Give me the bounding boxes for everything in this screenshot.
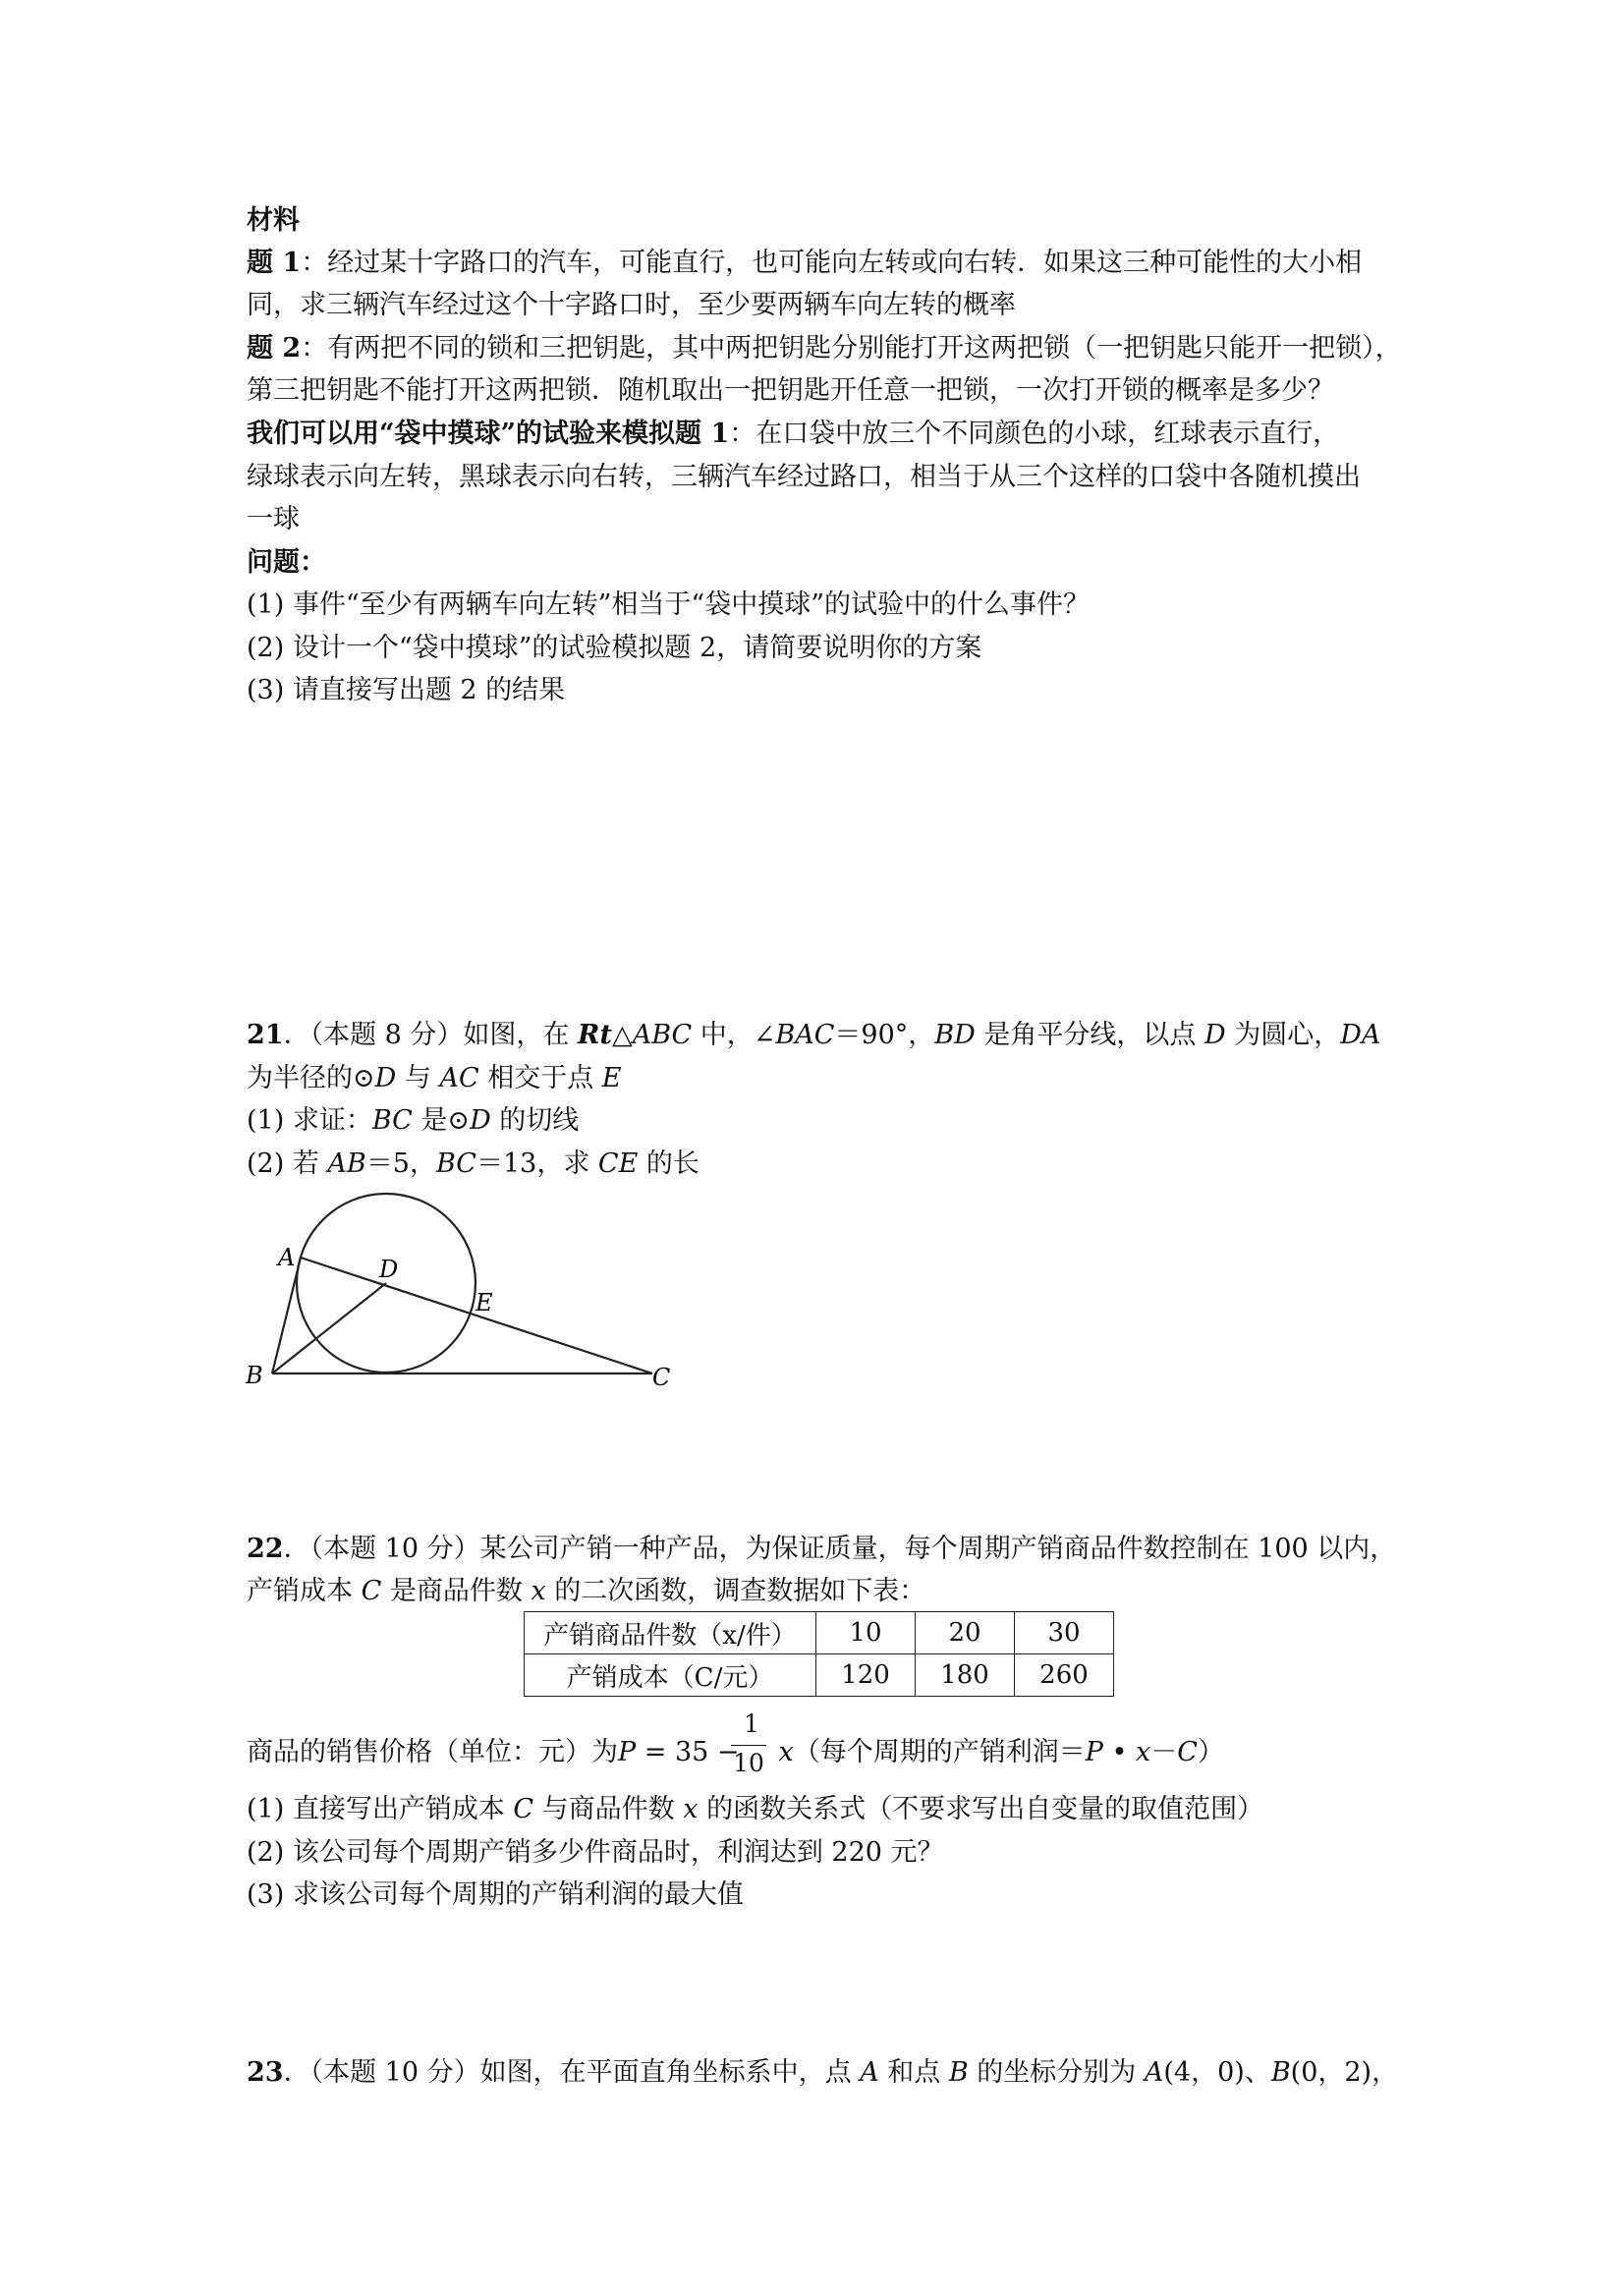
problem21-sub2 [247,1145,700,1184]
problem21-text: 相交于点 [478,1063,602,1093]
price-text: 商品的销售价格（单位：元）为 [247,1737,618,1767]
problem21-sub1 [247,1101,579,1141]
problem21-triangle: △ABC [611,1020,693,1050]
problem23-b: B [1270,2057,1291,2088]
problem21-text: ＝5， [365,1148,436,1179]
segment-ab [272,1258,301,1373]
problem21-d: D [470,1105,491,1136]
problem1-label: 题 1 [247,248,302,278]
problem22-text: 的函数关系式（不要求写出自变量的取值范围） [698,1794,1264,1824]
problem22-line2 [247,1572,925,1611]
problem21-ac: AC [439,1063,479,1093]
problem21-line1 [247,1016,1380,1055]
fraction-denominator: 10 [733,1749,764,1777]
label-a: A [278,1244,296,1271]
problem21-text: 是角平分线，以点 [975,1020,1204,1050]
problem21-rt: Rt [578,1020,612,1050]
problem21-line2 [247,1059,622,1098]
problem21-d: D [374,1063,397,1093]
price-p: P [618,1737,637,1767]
problem22-number: 22 [247,1534,284,1564]
problem23-text: (0，2)， [1290,2057,1399,2088]
survey-data-table [524,1611,1114,1697]
price-dot: • [1102,1737,1137,1767]
problem23-b: B [948,2057,969,2088]
problem22-c: C [361,1576,382,1606]
table-row [525,1654,1114,1697]
simulation-line2: 绿球表示向左转，黑球表示向右转，三辆汽车经过路口，相当于从三个这样的口袋中各随机摸出 [247,462,1361,492]
label-e: E [476,1289,493,1316]
problem22-text: 是商品件数 [381,1576,532,1606]
problem22-c: C [513,1794,534,1824]
table-cell: 180 [916,1654,1015,1697]
problem21-bd: BD [934,1020,976,1050]
price-text: ） [1197,1737,1224,1767]
problem22-text: ．（本题 10 分）某公司产销一种产品，为保证质量，每个周期产销商品件数控制在 100 以内， [283,1534,1397,1564]
table-cell: 20 [916,1612,1015,1654]
problem21-angle: BAC [775,1020,835,1050]
problem21-text: 与 [396,1063,440,1093]
table-cell: 10 [816,1612,916,1654]
problem22-line1 [247,1530,1396,1569]
price-c: C [1177,1737,1198,1767]
problem1-text: ：经过某十字路口的汽车，可能直行，也可能向左转或向右转．如果这三种可能性的大小相 [301,248,1363,278]
problem23-text: (4，0)、 [1163,2057,1271,2088]
material-heading: 材料 [247,205,300,236]
table-cell: 30 [1015,1612,1114,1654]
problem2-label: 题 2 [247,333,302,364]
table-cell: 260 [1015,1654,1114,1697]
problem21-e: E [601,1063,622,1093]
label-c: C [652,1364,671,1391]
problem21-text: (2) 若 [247,1148,328,1179]
question-2: (2) 设计一个“袋中摸球”的试验模拟题 2，请简要说明你的方案 [247,633,982,663]
problem22-x: x [531,1576,546,1606]
simulation-line3: 一球 [247,504,300,534]
problem2-line2: 第三把钥匙不能打开这两把锁．随机取出一把钥匙开任意一把锁，一次打开锁的概率是多少？ [247,375,1334,406]
problem22-text: 与商品件数 [533,1794,684,1824]
problem1-line1 [247,244,1362,283]
problem21-text: 为半径的⊙ [247,1063,375,1093]
problem23-line1 [247,2053,1398,2093]
problem22-q3: (3) 求该公司每个周期的产销利润的最大值 [247,1879,744,1910]
price-p: P [1085,1737,1103,1767]
problem21-number: 21 [247,1020,284,1050]
table-cell: 120 [816,1654,916,1697]
problem22-text: 的二次函数，调查数据如下表： [545,1576,926,1606]
simulation-line1 [247,415,1339,454]
problem23-text: 和点 [878,2057,949,2088]
questions-heading: 问题： [247,547,326,578]
problem1-line2: 同，求三辆汽车经过这个十字路口时，至少要两辆车向左转的概率 [247,290,1016,320]
problem2-text: ：有两把不同的锁和三把钥匙，其中两把钥匙分别能打开这两把锁（一把钥匙只能开一把锁）， [301,333,1402,364]
table-row [525,1612,1114,1654]
table-header-cost: 产销成本（C/元） [525,1654,816,1697]
problem21-text: ＝13，求 [476,1148,598,1179]
table-header-quantity: 产销商品件数（x/件） [525,1612,816,1654]
problem23-a: A [1144,2057,1164,2088]
problem22-text: 产销成本 [247,1576,362,1606]
geometry-figure [236,1184,688,1400]
problem22-q1 [247,1790,1263,1829]
problem21-bc: BC [435,1148,476,1179]
label-b: B [246,1362,263,1389]
problem21-text: 的长 [638,1148,700,1179]
simulation-text: ：在口袋中放三个不同颜色的小球，红球表示直行， [729,419,1340,449]
question-3: (3) 请直接写出题 2 的结果 [247,675,566,705]
problem21-text: 为圆心， [1225,1020,1341,1050]
problem21-da: DA [1340,1020,1381,1050]
problem2-line1 [247,329,1402,368]
fraction-numerator: 1 [744,1709,759,1738]
price-x: x [1136,1737,1151,1767]
problem21-bc: BC [371,1105,413,1136]
problem21-ab: AB [327,1148,366,1179]
simulation-bold: 我们可以用“袋中摸球”的试验来模拟题 1 [247,419,730,449]
problem21-d: D [1203,1020,1226,1050]
label-d: D [379,1256,399,1283]
problem21-text: ＝90°， [834,1020,935,1050]
problem22-text: (1) 直接写出产销成本 [247,1794,514,1824]
problem21-ce: CE [597,1148,639,1179]
problem21-text: 的切线 [490,1105,580,1136]
fraction-bar [731,1745,766,1746]
problem21-intro: ．（本题 8 分）如图，在 [283,1020,579,1050]
problem23-text: ．（本题 10 分）如图，在平面直角坐标系中，点 [283,2057,861,2088]
problem22-x: x [683,1794,699,1824]
price-text: （每个周期的产销利润＝ [793,1737,1086,1767]
problem23-a: A [860,2057,879,2088]
problem21-text: 中，∠ [692,1020,776,1050]
question-1: (1) 事件“至少有两辆车向左转”相当于“袋中摸球”的试验中的什么事件？ [247,589,1091,620]
problem23-number: 23 [247,2057,284,2088]
problem21-text: 是⊙ [412,1105,471,1136]
price-minus: － [1150,1737,1178,1767]
price-x: x [778,1737,794,1767]
segment-bd [272,1283,386,1373]
price-equals: = 35 − [636,1737,740,1767]
problem22-q2: (2) 该公司每个周期产销多少件商品时，利润达到 220 元？ [247,1837,944,1868]
problem23-text: 的坐标分别为 [968,2057,1145,2088]
problem21-text: (1) 求证： [247,1105,372,1136]
